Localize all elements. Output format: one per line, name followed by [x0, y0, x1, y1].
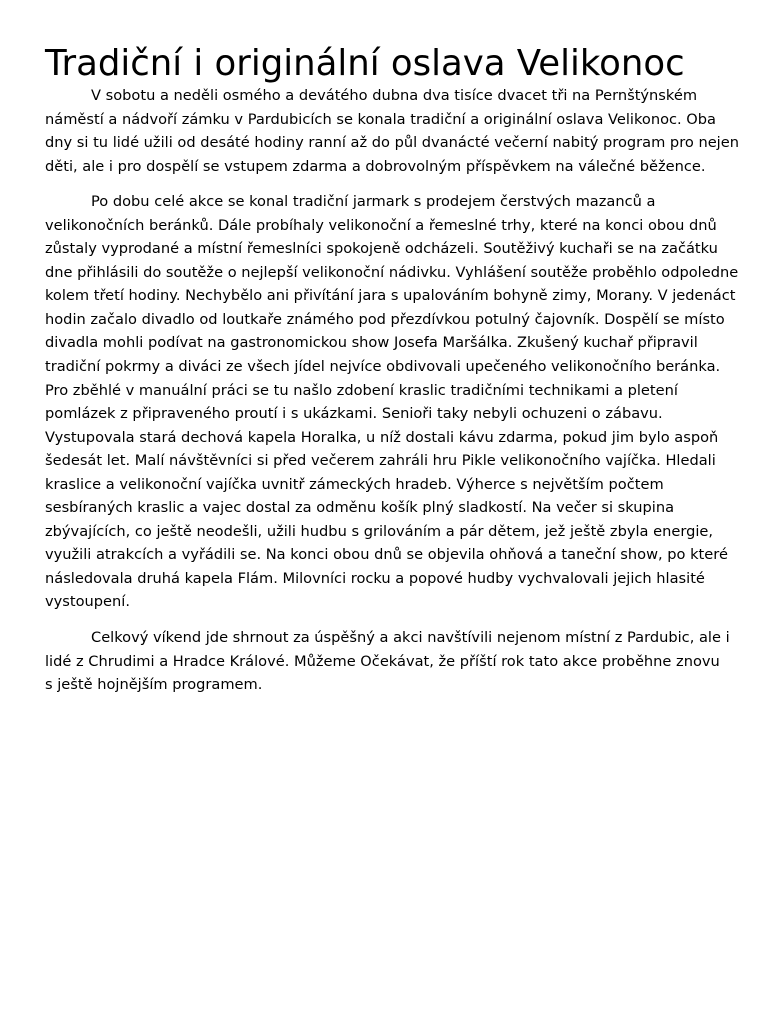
paragraph-line: šedesát let. Malí návštěvníci si před večerem zahráli hru Pikle velikonočního vajíčka. Hledali: [45, 452, 716, 470]
paragraph-line: pomlázek z připraveného proutí i s ukázkami. Senioři taky nebyli ochuzeni o zábavu.: [45, 405, 663, 423]
paragraph: [45, 84, 739, 178]
paragraph-line: kolem třetí hodiny. Nechybělo ani přivítání jara s upalováním bohyně zimy, Morany. V jedenáct: [45, 287, 736, 305]
paragraph-line: Po dobu celé akce se konal tradiční jarmark s prodejem čerstvých mazanců a: [91, 193, 656, 211]
paragraph-line: V sobotu a neděli osmého a devátého dubna dva tisíce dvacet tři na Pernštýnském: [91, 87, 698, 104]
paragraph-line: náměstí a nádvoří zámku v Pardubicích se konala tradiční a originální oslava Velikonoc. Oba: [45, 110, 716, 128]
paragraph-line: zbývajících, co ještě neodešli, užili hudbu s grilováním a pár dětem, jež ještě zbyla energie,: [45, 522, 713, 540]
paragraph-line: sesbíraných kraslic a vajec dostal za odměnu košík plný sladkostí. Na večer si skupina: [45, 499, 675, 517]
paragraph-line: lidé z Chrudimi a Hradce Králové. Můžeme Očekávat, že příští rok tato akce proběhne znovu: [45, 652, 720, 670]
paragraph-line: děti, ale i pro dospělí se vstupem zdarma a dobrovolným příspěvkem na válečné běžence.: [45, 157, 706, 175]
paragraph-line: využili atrakcích a vyřádili se. Na konci obou dnů se objevila ohňová a taneční show, po které: [45, 546, 728, 564]
document-body: [45, 84, 739, 697]
paragraph-line: zůstaly vyprodané a místní řemeslníci spokojeně odcházeli. Soutěživý kuchaři se na začátku: [45, 240, 718, 258]
paragraph-line: tradiční pokrmy a diváci ze všech jídel nejvíce obdivovali upečeného velikonočního beránka.: [45, 358, 721, 376]
paragraph-line: s ještě hojnějším programem.: [45, 676, 263, 694]
paragraph-line: následovala druhá kapela Flám. Milovníci rocku a popové hudby vychvalovali jejich hlasité: [45, 569, 705, 587]
paragraph-line: kraslice a velikonoční vajíčka uvnitř zámeckých hradeb. Výherce s největším počtem: [45, 475, 664, 493]
paragraph-line: velikonočních beránků. Dále probíhaly velikonoční a řemeslné trhy, které na konci obou dnů: [45, 216, 717, 234]
paragraph: [45, 626, 730, 697]
paragraph-line: vystoupení.: [45, 593, 130, 611]
paragraph-line: hodin začalo divadlo od loutkaře známého pod přezdívkou potulný čajovník. Dospělí se místo: [45, 310, 725, 328]
paragraph-line: divadla mohli podívat na gastronomickou show Josefa Maršálka. Zkušený kuchař připravil: [45, 334, 698, 352]
paragraph-line: Celkový víkend jde shrnout za úspěšný a akci navštívili nejenom místní z Pardubic, ale i: [91, 629, 730, 647]
paragraph-line: dny si tu lidé užili od desáté hodiny ranní až do půl dvanácté večerní nabitý program pro nejen: [45, 134, 739, 152]
paragraph-line: Pro zběhlé v manuální práci se tu našlo zdobení kraslic tradičními technikami a pletení: [45, 381, 678, 399]
paragraph: [45, 190, 739, 614]
paragraph-line: dne přihlásili do soutěže o nejlepší velikonoční nádivku. Vyhlášení soutěže proběhlo odpoledne: [45, 263, 739, 281]
document-title: Tradiční i originální oslava Velikonoc: [45, 43, 685, 84]
paragraph-line: Vystupovala stará dechová kapela Horalka, u níž dostali kávu zdarma, pokud jim bylo aspoň: [45, 428, 719, 446]
